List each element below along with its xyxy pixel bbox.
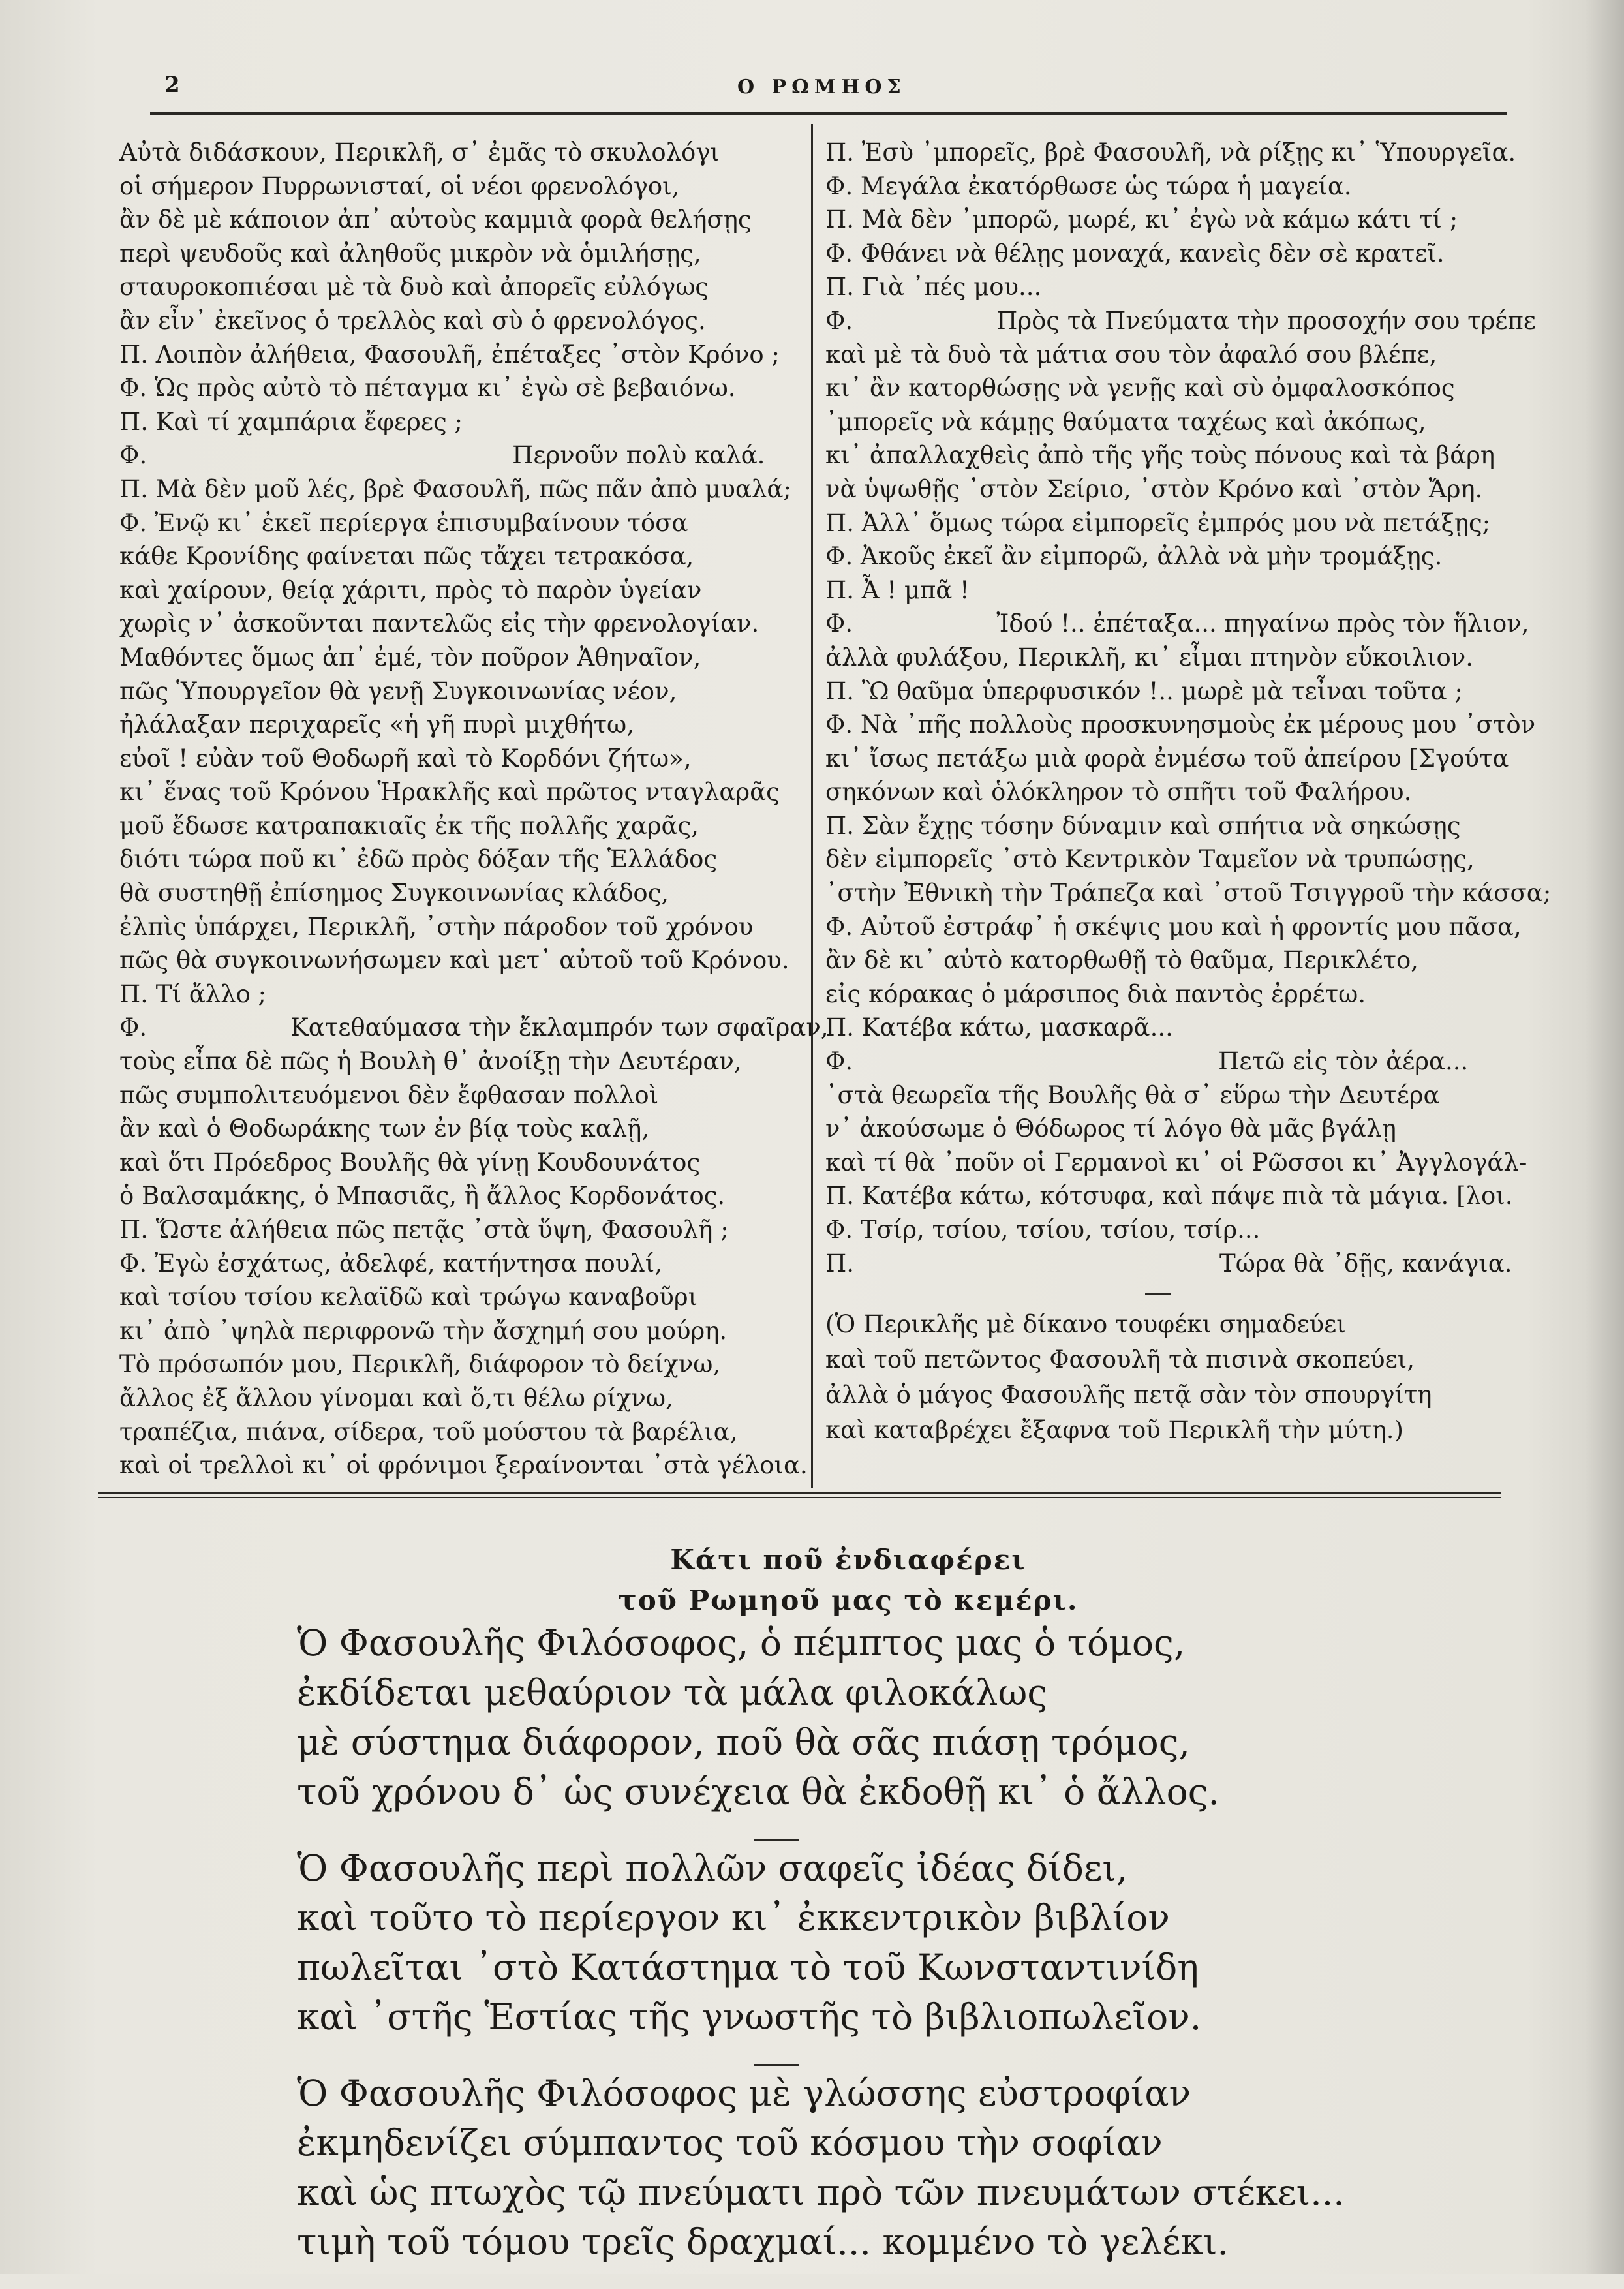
- ad-verse-line: μὲ σύστημα διάφορον, ποῦ θὰ σᾶς πιάσῃ τρόμος,: [297, 1721, 1191, 1763]
- page-edge-shadow: [1585, 0, 1624, 2274]
- ad-stanza: [297, 1618, 1537, 1817]
- right-column-line: Φ. Αὐτοῦ ἐστράφ᾽ ἡ σκέψις μου καὶ ἡ φροντίς μου πᾶσα,: [825, 912, 1522, 941]
- right-column-line: ᾽στὴν Ἐθνικὴ τὴν Τράπεζα καὶ ᾽στοῦ Τσιγγροῦ τὴν κάσσα;: [825, 879, 1552, 908]
- right-column-line: καὶ μὲ τὰ δυὸ τὰ μάτια σου τὸν ἀφαλό σου βλέπε,: [825, 340, 1437, 369]
- ad-verse-line: ἐκμηδενίζει σύμπαντος τοῦ κόσμου τὴν σοφίαν: [297, 2122, 1163, 2164]
- right-column-line: Φ. Φθάνει νὰ θέλῃς μοναχά, κανεὶς δὲν σὲ κρατεῖ.: [825, 239, 1445, 268]
- ad-stanza: [297, 1843, 1537, 2042]
- right-column-line: Π. Γιὰ ᾽πές μου...: [825, 273, 1042, 301]
- left-column-line: ἂν καὶ ὁ Θοδωράκης των ἐν βίᾳ τοὺς καλῇ,: [119, 1114, 650, 1143]
- left-column-line: περὶ ψευδοῦς καὶ ἀληθοῦς μικρὸν νὰ ὁμιλήσῃς,: [119, 239, 701, 268]
- right-column-line: [825, 1247, 1512, 1281]
- advertisement-heading: [294, 1540, 1403, 1621]
- speaker-tag: Φ.: [825, 609, 853, 638]
- left-column-line: μοῦ ἔδωσε κατραπακιαῖς ἐκ τῆς πολλῆς χαρᾶς,: [119, 811, 699, 840]
- right-column-line: κι᾽ ἴσως πετάξω μιὰ φορὰ ἐνμέσω τοῦ ἀπείρου [Σγούτα: [825, 744, 1509, 773]
- speech-text: Πρὸς τὰ Πνεύματα τὴν προσοχήν σου τρέπε: [996, 306, 1537, 335]
- left-column-line: ἄλλος ἐξ ἄλλου γίνομαι καὶ ὅ,τι θέλω ρίχνω,: [119, 1383, 673, 1412]
- ad-verse-line: καὶ ὡς πτωχὸς τῷ πνεύματι πρὸ τῶν πνευμάτων στέκει...: [297, 2172, 1345, 2213]
- right-column-line: Π. Κατέβα κάτω, μασκαρᾶ...: [825, 1013, 1173, 1042]
- right-column-line: ν᾽ ἀκούσωμε ὁ Θόδωρος τί λόγο θὰ μᾶς βγάλῃ: [825, 1114, 1396, 1143]
- section-rule: [98, 1492, 1501, 1494]
- right-column-line: Φ. Νὰ ᾽πῆς πολλοὺς προσκυνησμοὺς ἐκ μέρους μου ᾽στὸν: [825, 711, 1536, 739]
- left-column-line: Π. Καὶ τί χαμπάρια ἔφερες ;: [119, 407, 463, 436]
- left-column-line: καὶ οἱ τρελλοὶ κι᾽ οἱ φρόνιμοι ξεραίνονται ᾽στὰ γέλοια.: [119, 1451, 808, 1480]
- left-column-line: Π. Ὥστε ἀλήθεια πῶς πετᾷς ᾽στὰ ὕψη, Φασουλῆ ;: [119, 1216, 729, 1244]
- left-column-line: θὰ συστηθῇ ἐπίσημος Συγκοινωνίας κλάδος,: [119, 879, 669, 908]
- left-column-line: [119, 438, 804, 472]
- left-column-line: διότι τώρα ποῦ κι᾽ ἐδῶ πρὸς δόξαν τῆς Ἑλλάδος: [119, 845, 718, 874]
- right-column-line: Φ. Μεγάλα ἐκατόρθωσε ὡς τώρα ἡ μαγεία.: [825, 172, 1352, 200]
- left-column-line: Μαθόντες ὅμως ἀπ᾽ ἐμέ, τὸν ποῦρον Ἀθηναῖον,: [119, 643, 701, 671]
- left-column-line: Αὐτὰ διδάσκουν, Περικλῆ, σ᾽ ἐμᾶς τὸ σκυλολόγι: [119, 138, 720, 166]
- speaker-tag: Φ.: [119, 1013, 147, 1042]
- right-column-line: Π. Κατέβα κάτω, κότσυφα, καὶ πάψε πιὰ τὰ μάγια. [λοι.: [825, 1182, 1513, 1210]
- stage-direction-line: ἀλλὰ ὁ μάγος Φασουλῆς πετᾷ σὰν τὸν σπουργίτη: [825, 1381, 1432, 1409]
- ad-verse-line: Ὁ Φασουλῆς Φιλόσοφος, ὁ πέμπτος μας ὁ τόμος,: [297, 1622, 1186, 1664]
- ad-verse-line: τιμὴ τοῦ τόμου τρεῖς δραχμαί... κομμένο τὸ γελέκι.: [297, 2221, 1229, 2263]
- left-column-line: καὶ ὅτι Πρόεδρος Βουλῆς θὰ γίνῃ Κουδουνάτος: [119, 1148, 701, 1176]
- speaker-tag: Φ.: [119, 441, 147, 470]
- speaker-tag: Π.: [825, 1249, 855, 1278]
- ad-verse-line: ἐκδίδεται μεθαύριον τὰ μάλα φιλοκάλως: [297, 1672, 1048, 1713]
- page-header: [150, 72, 1507, 111]
- left-column-line: κι᾽ ἕνας τοῦ Κρόνου Ἡρακλῆς καὶ πρῶτος νταγλαρᾶς: [119, 778, 780, 807]
- header-rule: [150, 112, 1507, 115]
- speech-text: Κατεθαύμασα τὴν ἔκλαμπρόν των σφαῖραν,: [290, 1013, 829, 1042]
- speaker-tag: Φ.: [825, 306, 853, 335]
- left-column-line: κι᾽ ἀπὸ ᾽ψηλὰ περιφρονῶ τὴν ἄσχημή σου μούρη.: [119, 1316, 728, 1345]
- left-column-line: καὶ χαίρουν, θείᾳ χάριτι, πρὸς τὸ παρὸν ὑγείαν: [119, 576, 702, 604]
- right-column-line: Π. Σὰν ἔχῃς τόσην δύναμιν καὶ σπήτια νὰ σηκώσῃς: [825, 811, 1461, 840]
- speech-text: Τώρα θὰ ᾽δῇς, κανάγια.: [1219, 1249, 1512, 1278]
- right-column-line: Φ. Τσίρ, τσίου, τσίου, τσίου, τσίρ...: [825, 1216, 1261, 1244]
- right-column-line: καὶ τί θὰ ᾽ποῦν οἱ Γερμανοὶ κι᾽ οἱ Ρῶσσοι κι᾽ Ἀγγλογάλ-: [825, 1148, 1527, 1176]
- speech-text: Περνοῦν πολὺ καλά.: [512, 441, 765, 470]
- right-column-line: Π. Ἆ ! μπᾶ !: [825, 576, 970, 604]
- right-column-line: [825, 1045, 1504, 1079]
- left-column-line: ἂν εἶν᾽ ἐκεῖνος ὁ τρελλὸς καὶ σὺ ὁ φρενολόγος.: [119, 306, 706, 335]
- right-column-line: ἂν δὲ κι᾽ αὐτὸ κατορθωθῇ τὸ θαῦμα, Περικλέτο,: [825, 946, 1419, 975]
- right-column-line: [825, 304, 1537, 338]
- right-column-line: Π. Μὰ δὲν ᾽μπορῶ, μωρέ, κι᾽ ἐγὼ νὰ κάμω κάτι τί ;: [825, 206, 1458, 234]
- right-column-line: Π. Ἐσὺ ᾽μπορεῖς, βρὲ Φασουλῆ, νὰ ρίξῃς κι᾽ Ὑπουργεῖα.: [825, 138, 1516, 166]
- left-column-line: χωρὶς ν᾽ ἀσκοῦνται παντελῶς εἰς τὴν φρενολογίαν.: [119, 609, 759, 638]
- right-column-line: Φ. Ἀκοῦς ἐκεῖ ἂν εἰμπορῶ, ἀλλὰ νὰ μὴν τρομάξῃς.: [825, 542, 1443, 571]
- stanza-separator: [754, 1839, 799, 1841]
- left-column-line: Π. Λοιπὸν ἀλήθεια, Φασουλῆ, ἐπέταξες ᾽στὸν Κρόνο ;: [119, 340, 780, 369]
- left-column-line: εὐοῖ ! εὐὰν τοῦ Θοδωρῆ καὶ τὸ Κορδόνι ζήτω»,: [119, 744, 692, 773]
- left-column-line: Φ. Ἐνῷ κι᾽ ἐκεῖ περίεργα ἐπισυμβαίνουν τόσα: [119, 508, 688, 537]
- left-column-line: ὁ Βαλσαμάκης, ὁ Μπασιᾶς, ἢ ἄλλος Κορδονάτος.: [119, 1182, 726, 1210]
- ad-verse-line: Ὁ Φασουλῆς Φιλόσοφος μὲ γλώσσης εὐστροφίαν: [297, 2072, 1191, 2114]
- right-column-line: κι᾽ ἂν κατορθώσῃς νὰ γενῇς καὶ σὺ ὀμφαλοσκόπος: [825, 374, 1455, 403]
- right-column-line: [825, 607, 1529, 641]
- stage-direction-line: (Ὁ Περικλῆς μὲ δίκανο τουφέκι σημαδεύει: [825, 1310, 1346, 1339]
- left-column-line: ἠλάλαξαν περιχαρεῖς «ἡ γῆ πυρὶ μιχθήτω,: [119, 711, 634, 739]
- ad-stanza: [297, 2068, 1537, 2267]
- left-column-line: πῶς συμπολιτευόμενοι δὲν ἔφθασαν πολλοὶ: [119, 1081, 659, 1109]
- left-column-line: οἱ σήμερον Πυρρωνισταί, οἱ νέοι φρενολόγοι,: [119, 172, 680, 200]
- ad-verse-line: Ὁ Φασουλῆς περὶ πολλῶν σαφεῖς ἰδέας δίδει,: [297, 1847, 1128, 1889]
- advertisement-verses: [297, 1618, 1537, 2289]
- stanza-separator: [754, 2064, 799, 2066]
- right-column-line: ᾽στὰ θεωρεῖα τῆς Βουλῆς θὰ σ᾽ εὕρω τὴν Δευτέρα: [825, 1081, 1440, 1109]
- left-column-line: Φ. Ὡς πρὸς αὐτὸ τὸ πέταγμα κι᾽ ἐγὼ σὲ βεβαιόνω.: [119, 374, 736, 403]
- ad-title-line-2: τοῦ Ρωμηοῦ μας τὸ κεμέρι.: [618, 1584, 1079, 1616]
- right-column-line: σηκόνων καὶ ὁλόκληρον τὸ σπῆτι τοῦ Φαλήρου.: [825, 778, 1412, 807]
- masthead: Ο ΡΩΜΗΟΣ: [737, 76, 906, 99]
- column-divider: [811, 124, 813, 1488]
- right-column-line: Π. Ὢ θαῦμα ὑπερφυσικόν !.. μωρὲ μὰ τεἶναι τοῦτα ;: [825, 677, 1463, 705]
- left-column-line: Π. Μὰ δὲν μοῦ λές, βρὲ Φασουλῆ, πῶς πᾶν ἀπὸ μυαλά;: [119, 474, 791, 503]
- stage-separator: [1145, 1293, 1171, 1295]
- left-column-line: καὶ τσίου τσίου κελαϊδῶ καὶ τρώγω καναβοῦρι: [119, 1283, 698, 1312]
- left-column: [119, 136, 829, 1482]
- section-rule-thin: [98, 1497, 1501, 1498]
- stage-direction-line: καὶ καταβρέχει ἔξαφνα τοῦ Περικλῆ τὴν μύτη.): [825, 1416, 1403, 1445]
- right-column-line: κι᾽ ἀπαλλαχθεὶς ἀπὸ τῆς γῆς τοὺς πόνους καὶ τὰ βάρη: [825, 441, 1495, 470]
- left-column-line: Φ. Ἐγὼ ἐσχάτως, ἀδελφέ, κατήντησα πουλί,: [119, 1249, 663, 1278]
- left-column-line: Τὸ πρόσωπόν μου, Περικλῆ, διάφορον τὸ δείχνω,: [119, 1350, 721, 1379]
- right-column-line: εἰς κόρακας ὁ μάρσιπος διὰ παντὸς ἐρρέτω.: [825, 979, 1366, 1008]
- ad-verse-line: τοῦ χρόνου δ᾽ ὡς συνέχεια θὰ ἐκδοθῇ κι᾽ ὁ ἄλλος.: [297, 1771, 1220, 1813]
- speaker-tag: Φ.: [825, 1047, 853, 1076]
- right-column-line: δὲν εἰμπορεῖς ᾽στὸ Κεντρικὸν Ταμεῖον νὰ τρυπώσῃς,: [825, 845, 1475, 874]
- ad-verse-line: καὶ τοῦτο τὸ περίεργον κι᾽ ἐκκεντρικὸν βιβλίον: [297, 1897, 1170, 1939]
- speech-text: Ἰδού !.. ἐπέταξα... πηγαίνω πρὸς τὸν ἥλιον,: [996, 609, 1529, 638]
- right-column: [825, 136, 1552, 1448]
- right-column-line: Π. Ἀλλ᾽ ὅμως τώρα εἰμπορεῖς ἐμπρός μου νὰ πετάξῃς;: [825, 508, 1491, 537]
- right-column-line: νὰ ὑψωθῇς ᾽στὸν Σείριο, ᾽στὸν Κρόνο καὶ ᾽στὸν Ἄρη.: [825, 474, 1483, 503]
- right-column-line: ἀλλὰ φυλάξου, Περικλῆ, κι᾽ εἶμαι πτηνὸν εὔκοιλιον.: [825, 643, 1474, 671]
- speech-text: Πετῶ εἰς τὸν ἀέρα...: [1218, 1047, 1469, 1076]
- left-column-line: τραπέζια, πιάνα, σίδερα, τοῦ μούστου τὰ βαρέλια,: [119, 1417, 738, 1446]
- left-column-line: κάθε Κρονίδης φαίνεται πῶς τἄχει τετρακόσα,: [119, 542, 694, 571]
- right-column-line: ᾽μπορεῖς νὰ κάμῃς θαύματα ταχέως καὶ ἀκόπως,: [825, 407, 1426, 436]
- page-number: 2: [164, 72, 180, 98]
- ad-verse-line: καὶ ᾽στῆς Ἑστίας τῆς γνωστῆς τὸ βιβλιοπωλεῖον.: [297, 1996, 1202, 2038]
- left-column-line: Π. Τί ἄλλο ;: [119, 979, 267, 1008]
- left-column-line: σταυροκοπιέσαι μὲ τὰ δυὸ καὶ ἀπορεῖς εὐλόγως: [119, 273, 709, 301]
- stage-direction-line: καὶ τοῦ πετῶντος Φασουλῆ τὰ πισινὰ σκοπεύει,: [825, 1345, 1415, 1374]
- ad-verse-line: πωλεῖται ᾽στὸ Κατάστημα τὸ τοῦ Κωνσταντινίδη: [297, 1946, 1199, 1988]
- left-column-line: [119, 1011, 829, 1045]
- left-column-line: πῶς θὰ συγκοινωνήσωμεν καὶ μετ᾽ αὐτοῦ τοῦ Κρόνου.: [119, 946, 789, 975]
- left-column-line: ἐλπὶς ὑπάρχει, Περικλῆ, ᾽στὴν πάροδον τοῦ χρόνου: [119, 912, 754, 941]
- left-column-line: τοὺς εἶπα δὲ πῶς ἡ Βουλὴ θ᾽ ἀνοίξῃ τὴν Δευτέραν,: [119, 1047, 742, 1076]
- left-column-line: ἂν δὲ μὲ κάποιον ἀπ᾽ αὐτοὺς καμμιὰ φορὰ θελήσῃς: [119, 206, 752, 234]
- left-column-line: πῶς Ὑπουργεῖον θὰ γενῇ Συγκοινωνίας νέον,: [119, 677, 677, 705]
- ad-title-line-1: Κάτι ποῦ ἐνδιαφέρει: [670, 1544, 1026, 1576]
